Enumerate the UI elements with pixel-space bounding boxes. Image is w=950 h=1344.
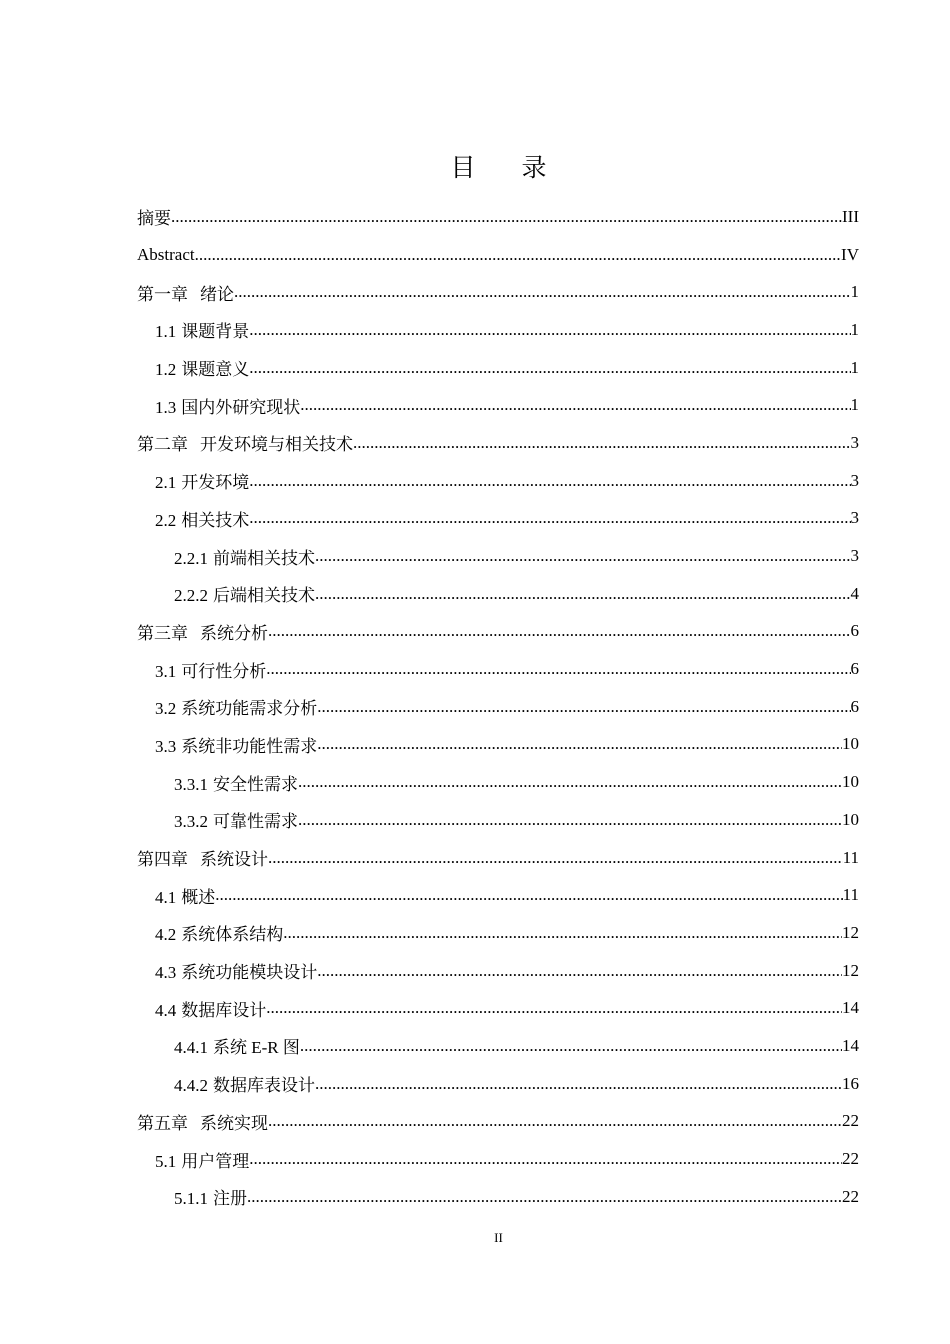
toc-entry-page: 14 [842, 1035, 859, 1055]
toc-section-number: 2.2 [155, 510, 177, 530]
toc-section-number: 1.3 [155, 397, 177, 417]
toc-entry-text: 系统功能需求分析 [181, 699, 318, 719]
toc-leader-dots [268, 1111, 842, 1131]
toc-section-number: 4.4.2 [174, 1076, 208, 1096]
toc-entry-page: IV [841, 244, 859, 264]
toc-entry-3-3-1[interactable] [137, 763, 859, 801]
toc-leader-dots [195, 245, 841, 265]
toc-entry-text: 注册 [213, 1189, 247, 1209]
toc-section-number: 5.1.1 [174, 1189, 208, 1209]
toc-entry-text: 系统 E-R 图 [213, 1038, 300, 1058]
toc-entry-text: 前端相关技术 [213, 548, 315, 568]
toc-entry-page: 4 [850, 583, 859, 603]
toc-entry-page: 12 [842, 922, 859, 942]
toc-entry-text: 数据库表设计 [213, 1076, 315, 1096]
toc-entry-page: 22 [842, 1111, 859, 1131]
toc-entry-chapter-3[interactable] [137, 613, 859, 651]
toc-leader-dots [249, 358, 850, 378]
toc-entry-chapter-5[interactable] [137, 1103, 859, 1141]
toc-leader-dots [247, 1187, 842, 1207]
toc-entry-page: 22 [842, 1186, 859, 1206]
toc-entry-text: 系统设计 [200, 850, 268, 870]
toc-entry-page: 3 [850, 432, 859, 452]
toc-entry-text: 系统非功能性需求 [181, 736, 318, 756]
page-number: II [494, 1230, 503, 1245]
toc-entry-3-3-2[interactable] [137, 801, 859, 839]
toc-entry-text: 安全性需求 [213, 774, 298, 794]
toc-entry-chapter-4[interactable] [137, 839, 859, 877]
toc-entry-text: 课题意义 [181, 360, 250, 380]
title-char-1: 目 [450, 153, 476, 182]
toc-entry-2-2[interactable] [137, 500, 859, 538]
toc-entry-1-2[interactable] [137, 349, 859, 387]
title-char-2: 录 [521, 153, 547, 182]
toc-chapter-label: 第三章 [137, 623, 188, 643]
toc-section-number: 1.1 [155, 322, 177, 342]
toc-chapter-label: 第五章 [137, 1113, 188, 1133]
toc-entry-4-4-2[interactable] [137, 1065, 859, 1103]
toc-entry-text: 课题背景 [181, 322, 250, 342]
toc-entry-1-1[interactable] [137, 311, 859, 349]
toc-section-number: 4.3 [155, 963, 177, 983]
toc-entry-page: 11 [842, 847, 859, 867]
toc-entry-chapter-1[interactable] [137, 273, 859, 311]
toc-section-number: 5.1 [155, 1151, 177, 1171]
toc-entry-page: 1 [850, 395, 859, 415]
toc-leader-dots [317, 697, 850, 717]
toc-section-number: 1.2 [155, 360, 177, 380]
toc-chapter-label: 第一章 [137, 284, 188, 304]
toc-leader-dots [315, 1074, 842, 1094]
toc-leader-dots [171, 207, 842, 227]
toc-entry-1-3[interactable] [137, 386, 859, 424]
toc-section-number: 3.3.2 [174, 812, 208, 832]
toc-entry-chapter-2[interactable] [137, 424, 859, 462]
toc-section-number: 3.3 [155, 736, 177, 756]
toc-leader-dots [266, 659, 850, 679]
toc-section-number: 4.2 [155, 925, 177, 945]
toc-entry-text: 可行性分析 [181, 661, 267, 681]
toc-entry-text: 相关技术 [181, 510, 250, 530]
toc-leader-dots [317, 961, 842, 981]
toc-leader-dots [268, 621, 851, 641]
toc-leader-dots [315, 546, 851, 566]
toc-entry-text: 系统功能模块设计 [181, 963, 318, 983]
toc-entry-page: 10 [842, 734, 859, 754]
toc-section-number: 2.2.2 [174, 586, 208, 606]
toc-entry-page: 6 [850, 659, 859, 679]
toc-entry-2-2-1[interactable] [137, 537, 859, 575]
toc-entry-5-1[interactable] [137, 1140, 859, 1178]
toc-chapter-label: 第二章 [137, 435, 188, 455]
toc-entry-text: 系统分析 [200, 623, 268, 643]
toc-leader-dots [317, 734, 842, 754]
toc-entry-page: 10 [842, 809, 859, 829]
toc-section-number: 2.1 [155, 473, 177, 493]
toc-entry-text: 开发环境 [181, 473, 250, 493]
toc-leader-dots [249, 508, 850, 528]
toc-entry-text: 后端相关技术 [213, 586, 315, 606]
toc-entry-text: Abstract [137, 244, 195, 264]
toc-leader-dots [298, 810, 842, 830]
toc-section-number: 4.4 [155, 1000, 177, 1020]
toc-entry-page: 14 [842, 998, 859, 1018]
toc-section-number: 4.1 [155, 887, 177, 907]
toc-entry-text: 系统实现 [200, 1113, 268, 1133]
toc-entry-4-3[interactable] [137, 952, 859, 990]
toc-entry-4-2[interactable] [137, 914, 859, 952]
toc-section-number: 3.3.1 [174, 774, 208, 794]
toc-entry-page: 6 [850, 621, 859, 641]
toc-leader-dots [215, 885, 842, 905]
toc-entry-3-1[interactable] [137, 650, 859, 688]
toc-entry-page: 3 [850, 508, 859, 528]
toc-entry-page: 16 [842, 1073, 859, 1093]
toc-entry-text: 可靠性需求 [213, 812, 298, 832]
toc-entry-page: 6 [850, 696, 859, 716]
toc-leader-dots [300, 1036, 842, 1056]
toc-section-number: 3.1 [155, 661, 177, 681]
toc-entry-page: 3 [850, 546, 859, 566]
toc-entry-page: 3 [850, 470, 859, 490]
toc-entry-page: 1 [850, 282, 859, 302]
toc-entry-text: 数据库设计 [181, 1000, 267, 1020]
toc-entry-3-2[interactable] [137, 688, 859, 726]
toc-leader-dots [283, 923, 842, 943]
toc-entry-4-4[interactable] [137, 989, 859, 1027]
toc-entry-page: 12 [842, 960, 859, 980]
toc-entry-text: 概述 [181, 887, 216, 907]
toc-entry-text: 摘要 [137, 209, 171, 229]
toc-entry-text: 开发环境与相关技术 [200, 435, 353, 455]
toc-entry-text: 系统体系结构 [181, 925, 284, 945]
toc-leader-dots [315, 584, 851, 604]
toc-entry-page: 10 [842, 772, 859, 792]
toc-leader-dots [234, 282, 851, 302]
toc-entry-abstract-cn[interactable] [137, 198, 859, 236]
toc-entry-page: 22 [842, 1149, 859, 1169]
table-of-contents [137, 198, 859, 1216]
toc-leader-dots [298, 772, 842, 792]
toc-entry-4-1[interactable] [137, 876, 859, 914]
toc-entry-text: 国内外研究现状 [181, 397, 301, 417]
toc-entry-page: 1 [850, 319, 859, 339]
toc-leader-dots [353, 433, 851, 453]
toc-entry-page: III [842, 206, 859, 226]
toc-leader-dots [300, 395, 850, 415]
toc-section-number: 2.2.1 [174, 548, 208, 568]
toc-entry-3-3[interactable] [137, 726, 859, 764]
toc-leader-dots [268, 848, 843, 868]
toc-entry-page: 11 [842, 885, 859, 905]
toc-leader-dots [249, 320, 850, 340]
toc-entry-text: 绪论 [200, 284, 234, 304]
toc-section-number: 3.2 [155, 699, 177, 719]
toc-entry-text: 用户管理 [181, 1151, 250, 1171]
toc-chapter-label: 第四章 [137, 850, 188, 870]
toc-entry-2-1[interactable] [137, 462, 859, 500]
toc-entry-abstract-en[interactable] [137, 236, 859, 274]
toc-entry-2-2-2[interactable] [137, 575, 859, 613]
toc-entry-5-1-1[interactable] [137, 1178, 859, 1216]
toc-leader-dots [266, 998, 842, 1018]
toc-leader-dots [249, 1149, 842, 1169]
toc-entry-4-4-1[interactable] [137, 1027, 859, 1065]
page-title [0, 148, 950, 184]
toc-section-number: 4.4.1 [174, 1038, 208, 1058]
toc-leader-dots [249, 471, 850, 491]
toc-entry-page: 1 [850, 357, 859, 377]
